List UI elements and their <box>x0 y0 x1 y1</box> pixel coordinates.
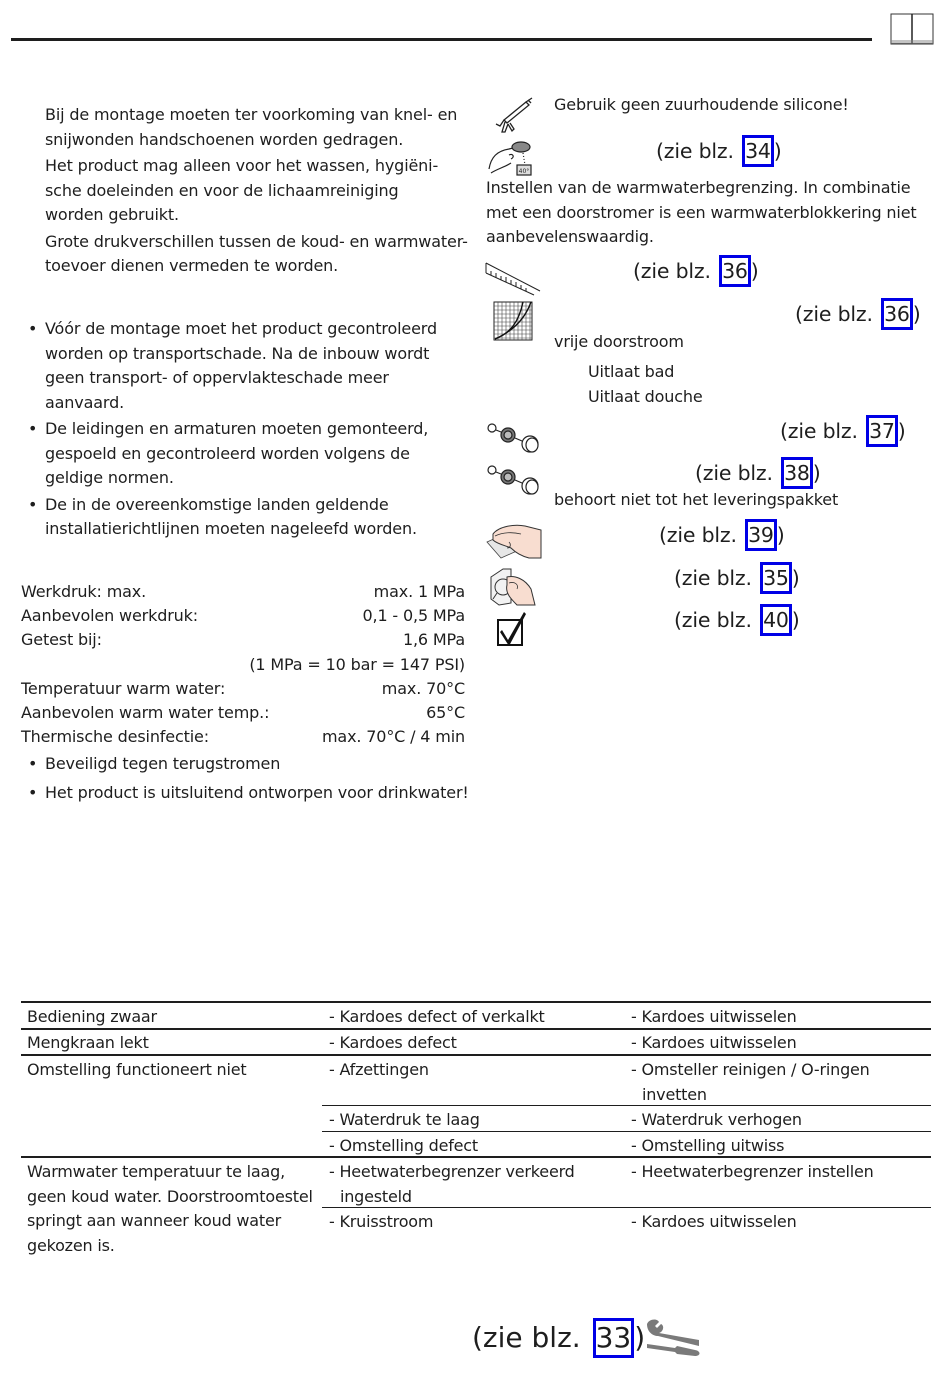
text-line: De leidingen en armaturen moeten gemonteerd, <box>45 419 429 438</box>
page-reference <box>674 603 800 637</box>
page-link-36[interactable]: 36 <box>719 255 751 287</box>
silicone-gun-icon <box>492 96 534 134</box>
ref-prefix: (zie blz. <box>656 139 741 163</box>
text-line: worden op transportschade. Na de inbouw wordt <box>45 343 430 363</box>
text-line: geen koud water. Doorstroomtoestel <box>27 1186 313 1206</box>
text-line: Vóór de montage moet het product gecontroleerd <box>45 319 437 338</box>
spec-row <box>21 604 465 628</box>
spec-value: 65°C <box>426 703 465 722</box>
header-rule <box>11 38 872 41</box>
spec-value: max. 70°C / 4 min <box>321 727 465 746</box>
table-rule-thin <box>322 1207 931 1208</box>
aerator-parts-icon <box>486 462 544 500</box>
ref-suffix: ) <box>912 302 921 326</box>
text-line: gespoeld en gecontroleerd worden volgens de <box>45 443 410 463</box>
svg-text:40°: 40° <box>518 168 530 175</box>
flow-diagram-icon <box>493 301 533 341</box>
ref-suffix: ) <box>773 139 782 163</box>
spec-label: Getest bij: <box>21 630 102 649</box>
spec-value: (1 MPa = 10 bar = 147 PSI) <box>249 655 465 674</box>
page-link-37[interactable]: 37 <box>866 415 898 447</box>
page-reference <box>674 561 800 595</box>
remedy-cell: - Heetwaterbegrenzer instellen <box>631 1162 874 1181</box>
ref-prefix: (zie blz. <box>674 608 759 632</box>
hot-water-limit-text <box>486 176 917 250</box>
remedy-cell: - Waterdruk verhogen <box>631 1110 802 1129</box>
text-line: installatierichtlijnen moeten nageleefd worden. <box>45 519 417 538</box>
ref-prefix: (zie blz. <box>695 461 780 485</box>
page-reference <box>633 254 759 288</box>
bullet-dot: • <box>28 783 38 802</box>
text-line: - Heetwaterbegrenzer verkeerd <box>329 1162 575 1181</box>
problem-cell: Omstelling functioneert niet <box>27 1060 247 1079</box>
text-line: Het product is uitsluitend ontworpen voor drinkwater! <box>45 783 469 802</box>
text-line: snijwonden handschoenen worden gedragen. <box>45 129 404 149</box>
flow-items <box>588 360 703 409</box>
page-reference <box>780 414 906 448</box>
spec-value: max. 1 MPa <box>373 582 465 601</box>
text-line: aanbevelenswaardig. <box>486 227 654 246</box>
text-line: Warmwater temperatuur te laag, <box>27 1162 285 1181</box>
cause-cell <box>329 1160 575 1209</box>
ref-suffix: ) <box>776 523 785 547</box>
text-line: invetten <box>642 1084 707 1104</box>
spec-label: Temperatuur warm water: <box>21 679 226 698</box>
text-line: met een doorstromer is een warmwaterblokkering niet <box>486 202 917 222</box>
spec-bullet <box>28 752 280 777</box>
safety-paragraph <box>45 103 468 152</box>
safety-section <box>45 103 468 279</box>
ref-suffix: ) <box>791 566 800 590</box>
page-link-35[interactable]: 35 <box>760 562 792 594</box>
text-line: geldige normen. <box>45 468 174 487</box>
cause-cell: - Waterdruk te laag <box>329 1110 480 1129</box>
ref-suffix: ) <box>634 1321 646 1354</box>
open-book-icon <box>890 11 934 46</box>
flow-item: Uitlaat douche <box>588 386 703 406</box>
flow-item: Uitlaat bad <box>588 362 675 381</box>
page-reference <box>656 134 782 168</box>
page-link-40[interactable]: 40 <box>760 604 792 636</box>
cause-cell: - Kardoes defect <box>329 1033 457 1052</box>
page-link-34[interactable]: 34 <box>742 135 774 167</box>
spec-label: Thermische desinfectie: <box>21 727 209 746</box>
ref-prefix: (zie blz. <box>472 1321 590 1354</box>
spec-row <box>21 701 465 725</box>
spec-label: Aanbevolen werkdruk: <box>21 606 198 625</box>
remedy-cell: - Kardoes uitwisselen <box>631 1007 797 1026</box>
safety-paragraph <box>45 230 468 279</box>
table-rule-thin <box>322 1105 931 1106</box>
problem-cell <box>27 1160 313 1258</box>
aerator-parts-icon <box>486 420 544 458</box>
spec-row <box>21 580 465 604</box>
spec-row <box>21 653 465 677</box>
text-line: - Omsteller reinigen / O-ringen <box>631 1060 870 1079</box>
hand-thermostat-icon <box>487 137 535 177</box>
ref-prefix: (zie blz. <box>659 523 744 547</box>
ref-prefix: (zie blz. <box>780 419 865 443</box>
spec-label: Aanbevolen warm water temp.: <box>21 703 270 722</box>
ref-suffix: ) <box>897 419 906 443</box>
spec-row <box>21 725 465 749</box>
ref-suffix: ) <box>812 461 821 485</box>
wrench-screwdriver-icon <box>645 1318 703 1358</box>
silicone-warning: Gebruik geen zuurhoudende silicone! <box>554 95 849 114</box>
page-reference <box>795 297 921 331</box>
spec-value: 0,1 - 0,5 MPa <box>362 606 465 625</box>
cause-cell: - Kruisstroom <box>329 1212 434 1231</box>
text-line: gekozen is. <box>27 1235 115 1255</box>
ref-prefix: (zie blz. <box>633 259 718 283</box>
text-line: Grote drukverschillen tussen de koud- en warmwater- <box>45 231 468 251</box>
bullet-dot: • <box>28 494 38 514</box>
page-link-38[interactable]: 38 <box>781 457 813 489</box>
table-rule <box>21 1001 931 1003</box>
text-line: sche doeleinden en voor de lichaamreiniging <box>45 180 399 200</box>
text-line: worden gebruikt. <box>45 205 179 224</box>
problem-cell: Mengkraan lekt <box>27 1033 149 1052</box>
ruler-dimensions-icon <box>484 261 542 297</box>
bullet-item <box>28 493 437 542</box>
ref-suffix: ) <box>791 608 800 632</box>
bullet-item <box>28 317 437 415</box>
ref-suffix: ) <box>750 259 759 283</box>
spec-row <box>21 677 465 701</box>
bullet-dot: • <box>28 419 38 438</box>
cause-cell: - Kardoes defect of verkalkt <box>329 1007 545 1026</box>
hand-handle-icon <box>489 567 537 607</box>
not-included-note: behoort niet tot het leveringspakket <box>554 490 839 509</box>
spec-value: max. 70°C <box>381 679 465 698</box>
text-line: Beveiligd tegen terugstromen <box>45 754 281 773</box>
table-rule <box>21 1028 931 1030</box>
spec-bullet <box>28 781 469 806</box>
bullet-item <box>28 417 437 491</box>
remedy-cell: - Kardoes uitwisselen <box>631 1212 797 1231</box>
bullet-dot: • <box>28 319 38 338</box>
remedy-cell: - Omstelling uitwiss <box>631 1136 785 1155</box>
cause-cell: - Omstelling defect <box>329 1136 478 1155</box>
text-line: Instellen van de warmwaterbegrenzing. In combinatie <box>486 178 911 197</box>
text-line: Bij de montage moeten ter voorkoming van knel- en <box>45 105 458 124</box>
text-line: ingesteld <box>340 1186 412 1206</box>
text-line: geen transport- of oppervlakteschade meer <box>45 368 389 387</box>
text-line: De in de overeenkomstige landen geldende <box>45 494 389 514</box>
remedy-cell <box>631 1058 870 1107</box>
text-line: toevoer dienen vermeden te worden. <box>45 256 339 275</box>
problem-cell: Bediening zwaar <box>27 1007 157 1026</box>
footer-page-reference <box>472 1318 645 1358</box>
table-rule-thin <box>322 1131 931 1132</box>
bullet-dot: • <box>28 754 38 773</box>
spec-value: 1,6 MPa <box>402 630 465 649</box>
table-rule <box>21 1156 931 1158</box>
spec-row <box>21 628 465 652</box>
page-link-33[interactable]: 33 <box>593 1318 635 1358</box>
text-line: Het product mag alleen voor het wassen, hygiëni- <box>45 156 439 175</box>
ref-prefix: (zie blz. <box>795 302 880 326</box>
hand-cleaning-icon <box>485 522 543 560</box>
page-reference <box>695 456 821 490</box>
page-link-36[interactable]: 36 <box>881 298 913 330</box>
installation-notes <box>28 317 437 542</box>
safety-paragraph <box>45 154 468 228</box>
spec-label: Werkdruk: max. <box>21 582 147 601</box>
page-link-39[interactable]: 39 <box>745 519 777 551</box>
remedy-cell: - Kardoes uitwisselen <box>631 1033 797 1052</box>
cause-cell: - Afzettingen <box>329 1060 429 1079</box>
ref-prefix: (zie blz. <box>674 566 759 590</box>
text-line: springt aan wanneer koud water <box>27 1211 281 1230</box>
page-reference <box>659 518 785 552</box>
checkmark-test-icon <box>496 610 530 648</box>
table-rule <box>21 1054 931 1056</box>
text-line: aanvaard. <box>45 392 125 412</box>
flow-label: vrije doorstroom <box>554 332 684 351</box>
